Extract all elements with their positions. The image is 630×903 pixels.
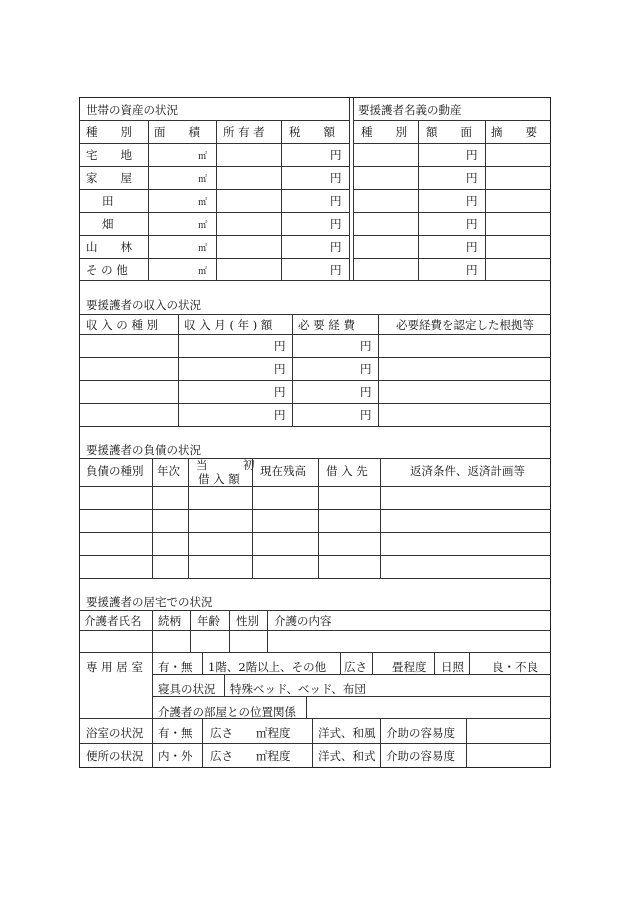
movable-unit-0: 円: [466, 148, 478, 162]
asset-tax-unit-1: 円: [330, 171, 342, 185]
assets-header-tax: 税 額: [289, 125, 335, 139]
toilet-style: 洋式、和式: [318, 749, 376, 763]
assets-header-kind: 種 別: [86, 125, 132, 139]
asset-kind-5: そ の 他: [86, 263, 128, 277]
home-header-sex: 性別: [236, 614, 259, 628]
asset-kind-0: 宅 地: [86, 148, 132, 162]
movable-unit-2: 円: [466, 194, 478, 208]
debt-header-year: 年次: [157, 464, 180, 478]
bedding-label: 寝具の状況: [158, 682, 216, 696]
toilet-ease: 介助の容易度: [386, 749, 455, 763]
movable-unit-4: 円: [466, 240, 478, 254]
home-header-relation: 続柄: [158, 614, 181, 628]
assistance-form: [79, 97, 551, 768]
bath-presence: 有・無: [158, 726, 193, 740]
income-title: 要援護者の収入の状況: [86, 298, 201, 312]
income-amount-unit-2: 円: [274, 385, 286, 399]
income-amount-unit-0: 円: [274, 339, 286, 353]
income-header-amount: 収 入 月 ( 年 ) 額: [184, 318, 273, 332]
asset-area-unit-0: ㎡: [198, 152, 208, 162]
room-sunlight-value: 良・不良: [492, 660, 538, 674]
movables-header-note: 摘 要: [491, 125, 537, 139]
room-sunlight-label: 日照: [441, 660, 464, 674]
asset-tax-unit-4: 円: [330, 240, 342, 254]
assets-header-owner: 所 有 者: [223, 125, 265, 139]
home-header-caregiver: 介護者氏名: [84, 614, 142, 628]
debt-header-lender: 借 入 先: [326, 464, 368, 478]
asset-kind-4: 山 林: [86, 240, 132, 254]
debt-title: 要援護者の負債の状況: [86, 443, 201, 457]
asset-area-unit-2: ㎡: [198, 198, 208, 208]
movables-header-kind: 種 別: [361, 125, 407, 139]
asset-tax-unit-5: 円: [330, 263, 342, 277]
asset-tax-unit-0: 円: [330, 148, 342, 162]
income-expense-unit-2: 円: [360, 385, 372, 399]
movable-unit-5: 円: [466, 263, 478, 277]
asset-tax-unit-2: 円: [330, 194, 342, 208]
asset-area-unit-5: ㎡: [198, 267, 208, 277]
debt-header-balance: 現在残高: [260, 464, 306, 478]
asset-area-unit-4: ㎡: [198, 244, 208, 254]
position-label: 介護者の部屋との位置関係: [158, 705, 296, 719]
income-amount-unit-3: 円: [274, 408, 286, 422]
income-header-kind: 収 入 の 種 別: [86, 318, 159, 332]
toilet-label: 便所の状況: [86, 749, 144, 763]
bath-size-unit: ㎡程度: [256, 726, 291, 740]
debt-header-kind: 負債の種別: [86, 464, 144, 478]
bedding-value: 特殊ベッド、ベッド、布団: [230, 682, 366, 696]
movables-title: 要援護者名義の動産: [358, 103, 462, 117]
bath-ease: 介助の容易度: [386, 726, 455, 740]
asset-kind-2: 田: [102, 194, 114, 208]
income-amount-unit-1: 円: [274, 362, 286, 376]
room-size-unit: 畳程度: [392, 660, 427, 674]
room-presence: 有・無: [158, 660, 193, 674]
income-header-basis: 必要経費を認定した根拠等: [396, 318, 534, 332]
income-header-expense: 必 要 経 費: [298, 318, 355, 332]
movable-unit-3: 円: [466, 217, 478, 231]
room-size-label: 広さ: [344, 660, 367, 674]
bath-size-label: 広さ: [210, 726, 233, 740]
income-expense-unit-3: 円: [360, 408, 372, 422]
asset-kind-3: 畑: [102, 217, 114, 231]
bath-label: 浴室の状況: [86, 726, 144, 740]
home-header-age: 年齢: [197, 614, 220, 628]
asset-area-unit-3: ㎡: [198, 221, 208, 231]
home-title: 要援護者の居宅での状況: [86, 595, 213, 609]
asset-kind-1: 家 屋: [86, 171, 132, 185]
home-header-care: 介護の内容: [274, 614, 332, 628]
assets-header-area: 面 積: [154, 125, 200, 139]
asset-tax-unit-3: 円: [330, 217, 342, 231]
movables-header-amount: 額 面: [426, 125, 472, 139]
room-floor: 1階、2階以上、その他: [208, 660, 327, 674]
toilet-location: 内・外: [158, 749, 193, 763]
toilet-size-unit: ㎡程度: [256, 749, 291, 763]
assets-title: 世帯の資産の状況: [86, 103, 178, 117]
room-label: 専 用 居 室: [86, 660, 143, 674]
toilet-size-label: 広さ: [210, 749, 233, 763]
income-expense-unit-0: 円: [360, 339, 372, 353]
debt-header-initial-bottom: 借 入 額: [198, 472, 240, 486]
asset-area-unit-1: ㎡: [198, 175, 208, 185]
debt-header-initial-top: 当 初: [196, 458, 267, 472]
debt-header-terms: 返済条件、返済計画等: [410, 464, 525, 478]
bath-style: 洋式、和風: [318, 726, 376, 740]
income-expense-unit-1: 円: [360, 362, 372, 376]
movable-unit-1: 円: [466, 171, 478, 185]
